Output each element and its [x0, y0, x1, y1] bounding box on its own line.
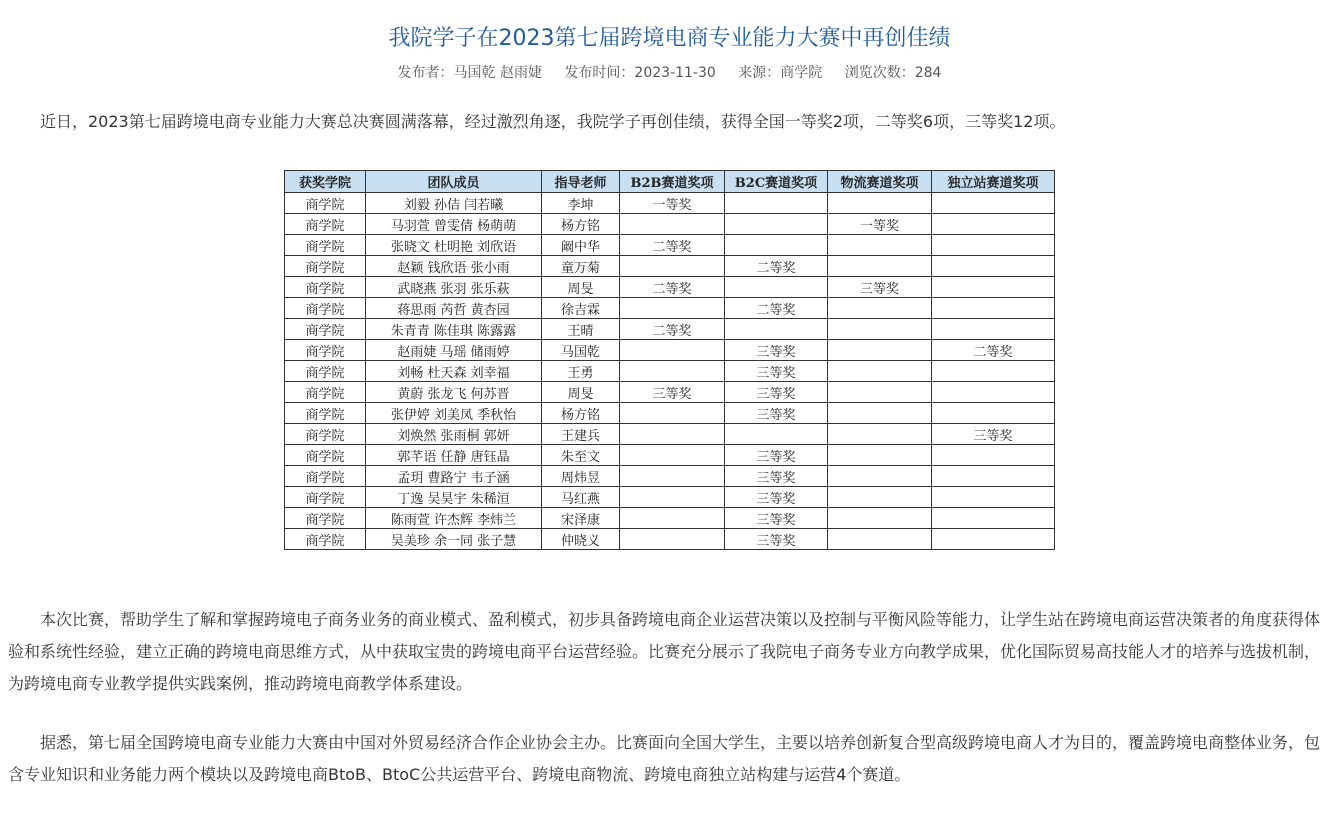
cell-independent-site-award [932, 193, 1055, 214]
cell-logistics-award: 一等奖 [828, 214, 932, 235]
table-row [285, 424, 1055, 445]
cell-b2b-award [620, 298, 725, 319]
cell-advisor: 周炜昱 [542, 466, 620, 487]
cell-advisor: 徐吉霖 [542, 298, 620, 319]
cell-b2b-award: 二等奖 [620, 235, 725, 256]
cell-logistics-award [828, 466, 932, 487]
cell-college: 商学院 [285, 298, 366, 319]
cell-members: 郭芊语 任静 唐钰晶 [366, 445, 542, 466]
cell-college: 商学院 [285, 361, 366, 382]
cell-b2b-award [620, 256, 725, 277]
cell-b2b-award [620, 487, 725, 508]
cell-college: 商学院 [285, 193, 366, 214]
cell-b2c-award: 三等奖 [725, 403, 828, 424]
cell-independent-site-award [932, 466, 1055, 487]
table-row [285, 508, 1055, 529]
cell-b2c-award: 二等奖 [725, 298, 828, 319]
cell-b2c-award: 三等奖 [725, 487, 828, 508]
cell-members: 蒋思雨 芮哲 黄杏园 [366, 298, 542, 319]
cell-independent-site-award [932, 298, 1055, 319]
cell-members: 陈雨萱 许杰辉 李炜兰 [366, 508, 542, 529]
cell-b2b-award [620, 529, 725, 550]
cell-advisor: 杨方铭 [542, 403, 620, 424]
table-row [285, 235, 1055, 256]
cell-b2b-award [620, 445, 725, 466]
cell-independent-site-award [932, 319, 1055, 340]
cell-logistics-award [828, 340, 932, 361]
cell-b2b-award [620, 340, 725, 361]
cell-college: 商学院 [285, 403, 366, 424]
cell-advisor: 王建兵 [542, 424, 620, 445]
cell-college: 商学院 [285, 277, 366, 298]
cell-college: 商学院 [285, 340, 366, 361]
cell-logistics-award [828, 445, 932, 466]
cell-logistics-award [828, 361, 932, 382]
cell-college: 商学院 [285, 529, 366, 550]
cell-logistics-award [828, 235, 932, 256]
cell-advisor: 王晴 [542, 319, 620, 340]
cell-b2c-award: 三等奖 [725, 382, 828, 403]
cell-college: 商学院 [285, 214, 366, 235]
cell-independent-site-award [932, 445, 1055, 466]
table-row [285, 319, 1055, 340]
cell-b2c-award [725, 424, 828, 445]
awards-table-body [285, 193, 1055, 550]
view-count: 浏览次数：284 [844, 65, 942, 81]
cell-b2c-award [725, 193, 828, 214]
cell-members: 武晓燕 张羽 张乐萩 [366, 277, 542, 298]
article-meta [0, 63, 1339, 83]
cell-independent-site-award [932, 487, 1055, 508]
cell-b2b-award: 三等奖 [620, 382, 725, 403]
cell-b2c-award: 三等奖 [725, 445, 828, 466]
cell-b2b-award: 二等奖 [620, 277, 725, 298]
cell-advisor: 李坤 [542, 193, 620, 214]
cell-independent-site-award [932, 214, 1055, 235]
cell-b2b-award [620, 466, 725, 487]
cell-b2c-award [725, 235, 828, 256]
article-title: 我院学子在2023第七届跨境电商专业能力大赛中再创佳绩 [388, 26, 951, 51]
cell-independent-site-award: 三等奖 [932, 424, 1055, 445]
cell-b2b-award [620, 424, 725, 445]
cell-b2c-award: 三等奖 [725, 529, 828, 550]
header-logistics: 物流赛道奖项 [828, 171, 932, 193]
cell-b2b-award: 一等奖 [620, 193, 725, 214]
cell-logistics-award: 三等奖 [828, 277, 932, 298]
cell-b2c-award [725, 277, 828, 298]
cell-advisor: 童万菊 [542, 256, 620, 277]
cell-advisor: 宋泽康 [542, 508, 620, 529]
cell-independent-site-award: 二等奖 [932, 340, 1055, 361]
cell-college: 商学院 [285, 487, 366, 508]
cell-b2c-award [725, 319, 828, 340]
header-advisor: 指导老师 [542, 171, 620, 193]
header-b2c: B2C赛道奖项 [725, 171, 828, 193]
cell-independent-site-award [932, 277, 1055, 298]
cell-members: 马羽萱 曾雯倩 杨萌萌 [366, 214, 542, 235]
header-independent-site: 独立站赛道奖项 [932, 171, 1055, 193]
cell-logistics-award [828, 382, 932, 403]
cell-b2b-award [620, 361, 725, 382]
cell-advisor: 杨方铭 [542, 214, 620, 235]
cell-logistics-award [828, 487, 932, 508]
table-row [285, 466, 1055, 487]
header-college: 获奖学院 [285, 171, 366, 193]
cell-b2b-award [620, 214, 725, 235]
table-row [285, 382, 1055, 403]
cell-advisor: 周旻 [542, 382, 620, 403]
background-paragraph: 据悉，第七届全国跨境电商专业能力大赛由中国对外贸易经济合作企业协会主办。比赛面向全国大学生，主要以培养创新复合型高级跨境电商人才为目的，覆盖跨境电商整体业务，包含专业知识和业务能力两个模块以及跨境电商BtoB、BtoC公共运营平台、跨境电商物流、跨境电商独立站构建与运营4个赛道。 [8, 733, 1321, 784]
intro-paragraph: 近日，2023第七届跨境电商专业能力大赛总决赛圆满落幕，经过激烈角逐，我院学子再创佳绩，获得全国一等奖2项，二等奖6项，三等奖12项。 [40, 112, 1066, 131]
cell-advisor: 王勇 [542, 361, 620, 382]
summary-paragraph: 本次比赛，帮助学生了解和掌握跨境电子商务业务的商业模式、盈利模式，初步具备跨境电商企业运营决策以及控制与平衡风险等能力，让学生站在跨境电商运营决策者的角度获得体验和系统性经验，建立正确的跨境电商思维方式，从中获取宝贵的跨境电商平台运营经验。比赛充分展示了我院电子商务专业方向教学成果，优化国际贸易高技能人才的培养与选拔机制，为跨境电商专业教学提供实践案例，推动跨境电商教学体系建设。 [8, 610, 1321, 693]
cell-logistics-award [828, 319, 932, 340]
cell-independent-site-award [932, 235, 1055, 256]
cell-advisor: 马红燕 [542, 487, 620, 508]
table-row [285, 298, 1055, 319]
cell-members: 张晓文 杜明艳 刘欣语 [366, 235, 542, 256]
header-b2b: B2B赛道奖项 [620, 171, 725, 193]
cell-independent-site-award [932, 382, 1055, 403]
cell-members: 赵雨婕 马瑶 储雨婷 [366, 340, 542, 361]
cell-college: 商学院 [285, 466, 366, 487]
cell-b2b-award: 二等奖 [620, 319, 725, 340]
cell-advisor: 朱至文 [542, 445, 620, 466]
cell-b2c-award: 三等奖 [725, 466, 828, 487]
cell-b2c-award: 三等奖 [725, 361, 828, 382]
cell-b2b-award [620, 508, 725, 529]
table-row [285, 193, 1055, 214]
cell-logistics-award [828, 298, 932, 319]
cell-members: 朱青青 陈佳琪 陈露露 [366, 319, 542, 340]
cell-logistics-award [828, 193, 932, 214]
table-row [285, 256, 1055, 277]
table-row [285, 340, 1055, 361]
awards-table [284, 170, 1055, 550]
cell-members: 刘毅 孙佶 闫若曦 [366, 193, 542, 214]
publisher-text: 发布者：马国乾 赵雨婕 [397, 65, 542, 81]
cell-members: 丁逸 吴昊宇 朱稀洹 [366, 487, 542, 508]
cell-members: 张伊婷 刘美凤 季秋怡 [366, 403, 542, 424]
cell-independent-site-award [932, 403, 1055, 424]
cell-logistics-award [828, 529, 932, 550]
cell-members: 黄蔚 张龙飞 何苏晋 [366, 382, 542, 403]
cell-members: 孟玥 曹路宁 韦子涵 [366, 466, 542, 487]
cell-college: 商学院 [285, 382, 366, 403]
cell-logistics-award [828, 424, 932, 445]
cell-independent-site-award [932, 256, 1055, 277]
cell-members: 赵颖 钱欣语 张小雨 [366, 256, 542, 277]
table-row [285, 277, 1055, 298]
header-members: 团队成员 [366, 171, 542, 193]
cell-college: 商学院 [285, 445, 366, 466]
cell-b2c-award: 三等奖 [725, 340, 828, 361]
cell-advisor: 周旻 [542, 277, 620, 298]
cell-b2c-award [725, 214, 828, 235]
cell-members: 吴美珍 余一同 张子慧 [366, 529, 542, 550]
cell-college: 商学院 [285, 424, 366, 445]
table-row [285, 361, 1055, 382]
cell-logistics-award [828, 508, 932, 529]
cell-members: 刘焕然 张雨桐 郭妍 [366, 424, 542, 445]
cell-advisor: 阚中华 [542, 235, 620, 256]
cell-b2b-award [620, 403, 725, 424]
cell-advisor: 仲晓义 [542, 529, 620, 550]
table-header-row [285, 171, 1055, 193]
publish-date: 发布时间：2023-11-30 [564, 65, 716, 81]
cell-college: 商学院 [285, 319, 366, 340]
table-row [285, 445, 1055, 466]
cell-independent-site-award [932, 529, 1055, 550]
cell-logistics-award [828, 403, 932, 424]
table-row [285, 487, 1055, 508]
table-row [285, 214, 1055, 235]
cell-advisor: 马国乾 [542, 340, 620, 361]
cell-b2c-award: 三等奖 [725, 508, 828, 529]
table-row [285, 529, 1055, 550]
cell-college: 商学院 [285, 508, 366, 529]
table-row [285, 403, 1055, 424]
cell-logistics-award [828, 256, 932, 277]
cell-b2c-award: 二等奖 [725, 256, 828, 277]
cell-independent-site-award [932, 508, 1055, 529]
cell-members: 刘畅 杜天森 刘幸福 [366, 361, 542, 382]
source-text: 来源：商学院 [738, 65, 823, 81]
cell-college: 商学院 [285, 235, 366, 256]
cell-college: 商学院 [285, 256, 366, 277]
cell-independent-site-award [932, 361, 1055, 382]
